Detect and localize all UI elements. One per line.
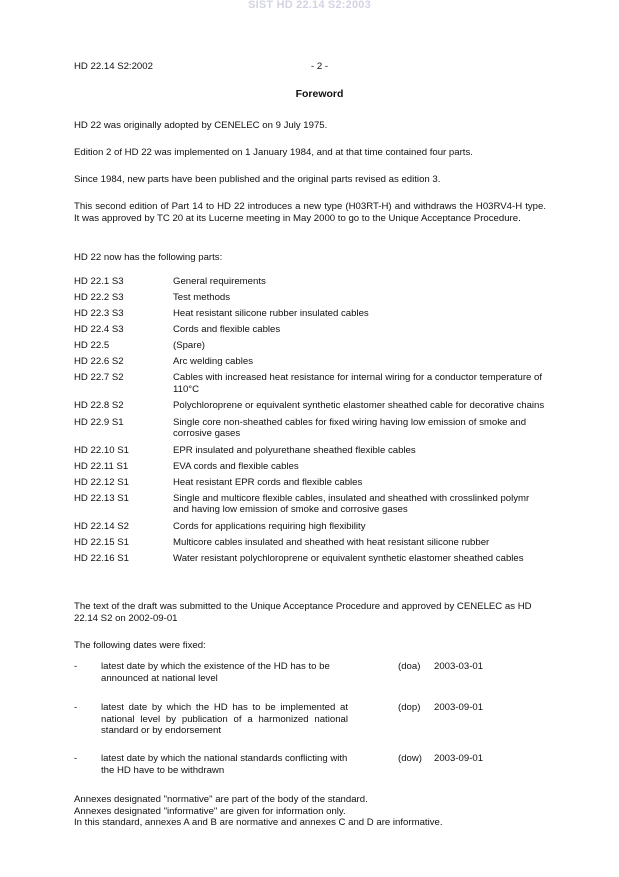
page-number: - 2 - [310,61,329,72]
part-description: Cords and flexible cables [173,324,281,335]
part-code: HD 22.7 S2 [74,372,124,383]
list-item [74,308,546,320]
list-item [74,276,546,288]
draft-approval-paragraph: The text of the draft was submitted to the Unique Acceptance Procedure and approved by CENELEC as HD 22.14 S2 on 2002-09-01 [74,601,532,624]
part-description: Cords for applications requiring high flexibility [173,520,366,532]
dates-intro: The following dates were fixed: [74,640,206,651]
list-item [74,461,546,473]
part-description: General requirements [173,276,266,287]
annexes-note [74,794,546,829]
list-item [74,340,546,352]
list-item [74,493,546,516]
date-code: (dow) [398,753,422,764]
document-id: HD 22.14 S2:2002 [74,61,153,72]
list-item [74,553,546,565]
list-item [74,324,546,336]
list-item [74,400,546,412]
date-description: latest date by which the HD has to be implemented at national level by publication of a harmonized national standard or by endorsement [101,702,348,736]
part-code: HD 22.6 S2 [74,356,124,367]
part-description: Heat resistant EPR cords and flexible cables [173,476,363,488]
intro-paragraph-edition2: Edition 2 of HD 22 was implemented on 1 January 1984, and at that time contained four parts. [74,147,473,158]
parts-intro: HD 22 now has the following parts: [74,252,223,263]
part-description: EPR insulated and polyurethane sheathed flexible cables [173,444,416,456]
part-code: HD 22.5 [74,340,110,351]
list-item [74,521,546,533]
list-item [74,356,546,368]
part-description: Test methods [173,292,231,303]
date-bullet: - [74,753,78,764]
part-description: Heat resistant silicone rubber insulated cables [173,308,369,319]
part-code: HD 22.4 S3 [74,324,124,335]
list-item [74,445,546,457]
annex-assignment-line: In this standard, annexes A and B are normative and annexes C and D are informative. [74,817,443,828]
date-description: latest date by which the existence of the HD has to be announced at national level [101,661,330,684]
list-item [74,537,546,549]
part-description: Polychloroprene or equivalent synthetic elastomer sheathed cable for decorative chains [173,400,545,411]
list-item [74,417,546,440]
part-code: HD 22.11 S1 [74,460,129,472]
part-description: EVA cords and flexible cables [173,460,299,472]
date-code: (doa) [398,661,421,672]
date-code: (dop) [398,702,421,713]
part-code: HD 22.9 S1 [74,416,124,428]
parts-list [74,276,546,564]
part-code: HD 22.1 S3 [74,276,124,287]
date-description: latest date by which the national standards conflicting with the HD have to be withdrawn [101,753,348,776]
intro-paragraph-second-edition: This second edition of Part 14 to HD 22 introduces a new type (H03RT-H) and withdraws the H03RV4-H type. It was approved by TC 20 at its Lucerne meeting in May 2000 to go to the Unique Acceptance Procedure. [74,201,546,224]
part-code: HD 22.2 S3 [74,292,124,303]
part-code: HD 22.10 S1 [74,444,129,456]
list-item [74,477,546,489]
list-item [74,372,546,395]
part-description: (Spare) [173,340,205,351]
part-description: Single and multicore flexible cables, insulated and sheathed with crosslinked polymr and having low emission of smoke and corrosive gases [173,492,530,515]
annex-normative-line: Annexes designated "normative" are part of the body of the standard. [74,794,368,805]
part-code: HD 22.3 S3 [74,308,124,319]
page-title: Foreword [295,88,344,100]
list-item [74,292,546,304]
part-code: HD 22.14 S2 [74,520,129,532]
part-code: HD 22.12 S1 [74,476,129,488]
part-code: HD 22.13 S1 [74,492,129,504]
date-bullet: - [74,702,78,713]
intro-paragraph-adoption: HD 22 was originally adopted by CENELEC on 9 July 1975. [74,120,328,131]
watermark-text: SIST HD 22.14 S2:2003 [248,0,371,11]
annex-informative-line: Annexes designated "informative" are given for information only. [74,805,346,817]
part-description: Water resistant polychloroprene or equivalent synthetic elastomer sheathed cables [173,552,524,564]
part-code: HD 22.15 S1 [74,536,129,548]
date-value: 2003-09-01 [434,753,484,764]
part-description: Cables with increased heat resistance for internal wiring for a conductor temperature of 110°C [173,372,543,395]
date-bullet: - [74,661,78,672]
part-description: Multicore cables insulated and sheathed with heat resistant silicone rubber [173,536,490,548]
intro-paragraph-edition3: Since 1984, new parts have been published and the original parts revised as edition 3. [74,174,441,185]
part-code: HD 22.8 S2 [74,400,124,411]
part-description: Arc welding cables [173,356,253,367]
date-value: 2003-03-01 [434,661,484,672]
date-value: 2003-09-01 [434,702,484,713]
part-description: Single core non-sheathed cables for fixed wiring having low emission of smoke and corrosive gases [173,416,527,439]
part-code: HD 22.16 S1 [74,552,129,564]
